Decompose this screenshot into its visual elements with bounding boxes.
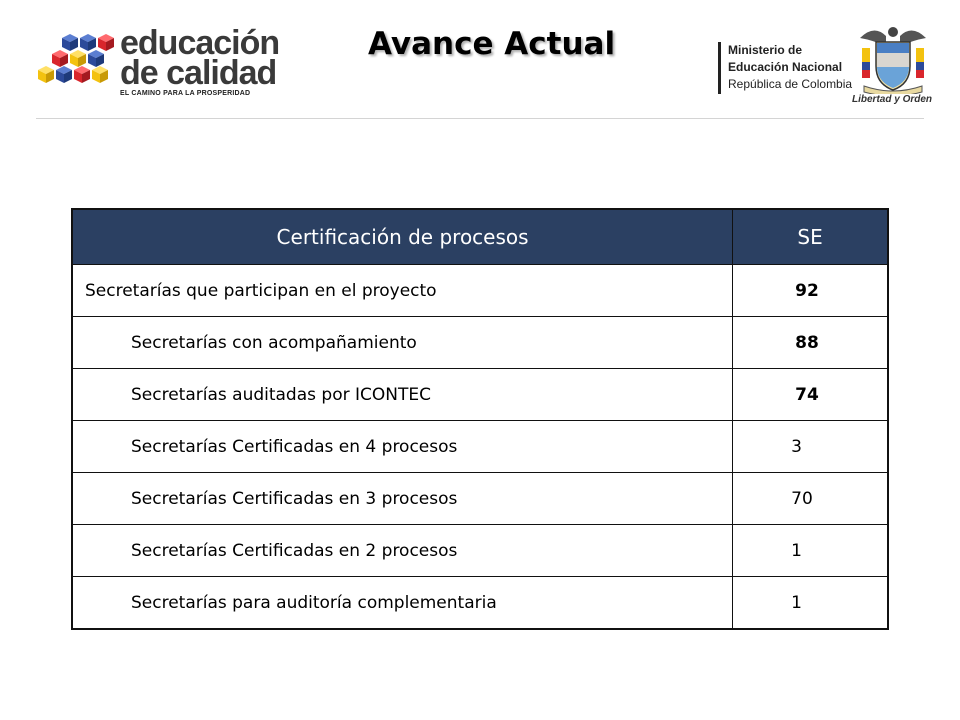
slide-title: Avance Actual: [368, 26, 616, 62]
row-value: 1: [733, 577, 888, 630]
row-label: Secretarías que participan en el proyecto: [72, 265, 733, 317]
table-row: [72, 369, 888, 421]
table-row: [72, 317, 888, 369]
educacion-de-calidad-logo: [36, 24, 280, 100]
logo-tagline: EL CAMINO PARA LA PROSPERIDAD: [120, 90, 251, 97]
ministry-divider: [718, 42, 721, 94]
logo-line-educacion: educación: [120, 24, 280, 62]
table-header-row: [72, 209, 888, 265]
row-value: 3: [733, 421, 888, 473]
row-label: Secretarías Certificadas en 4 procesos: [72, 421, 733, 473]
certification-table: [71, 208, 889, 630]
header-divider: [36, 118, 924, 119]
table-row: [72, 473, 888, 525]
row-value: 88: [733, 317, 888, 369]
row-value: 70: [733, 473, 888, 525]
coat-of-arms-icon: [856, 22, 930, 94]
table-row: [72, 421, 888, 473]
row-label: Secretarías para auditoría complementaria: [72, 577, 733, 630]
table-row: [72, 577, 888, 630]
row-label: Secretarías Certificadas en 2 procesos: [72, 525, 733, 577]
column-header-process: Certificación de procesos: [72, 209, 733, 265]
crest-motto: Libertad y Orden: [852, 94, 933, 105]
row-label: Secretarías Certificadas en 3 procesos: [72, 473, 733, 525]
table-row: [72, 525, 888, 577]
row-label: Secretarías auditadas por ICONTEC: [72, 369, 733, 421]
ministry-line-3: República de Colombia: [728, 77, 853, 91]
coat-of-arms: [852, 22, 933, 114]
row-value: 1: [733, 525, 888, 577]
logo-line-de-calidad: de calidad: [120, 54, 277, 92]
row-value: 74: [733, 369, 888, 421]
row-value: 92: [733, 265, 888, 317]
ministry-line-1: Ministerio de: [728, 43, 803, 57]
row-label: Secretarías con acompañamiento: [72, 317, 733, 369]
column-header-se: SE: [733, 209, 888, 265]
cubes-logo-icon: [36, 32, 116, 92]
ministry-block: [718, 42, 853, 93]
ministry-line-2: Educación Nacional: [728, 60, 843, 74]
table-row: [72, 265, 888, 317]
